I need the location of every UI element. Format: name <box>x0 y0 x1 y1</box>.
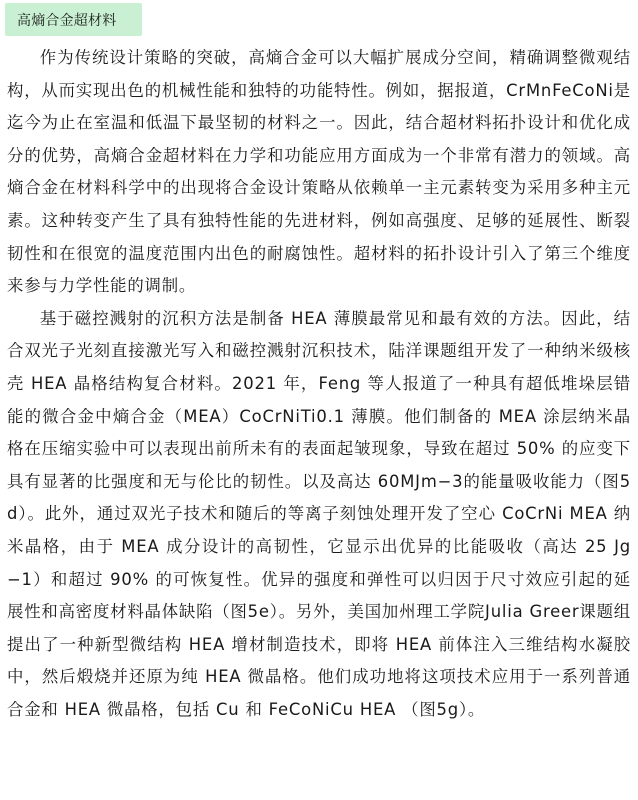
paragraph-fabrication: 基于磁控溅射的沉积方法是制备 HEA 薄膜最常见和最有效的方法。因此，结合双光子光刻直接激光写入和磁控溅射沉积技术，陆洋课题组开发了一种纳米级核壳 HEA 晶格结构复合材料。2021 年，Feng 等人报道了一种具有超低堆垛层错能的微合金中熵合金（MEA）CoCrNiTi0.1 薄膜。他们制备的 MEA 涂层纳米晶格在压缩实验中可以表现出前所未有的表面起皱现象，导致在超过 50% 的应变下具有显著的比强度和无与伦比的韧性。以及高达 60MJm−3的能量吸收能力（图5d）。此外，通过双光子技术和随后的等离子刻蚀处理开发了空心 CoCrNi MEA 纳米晶格，由于 MEA 成分设计的高韧性，它显示出优异的比能吸收（高达 25 Jg−1）和超过 90% 的可恢复性。优异的强度和弹性可以归因于尺寸效应引起的延展性和高密度材料晶体缺陷（图5e）。另外，美国加州理工学院Julia Greer课题组提出了一种新型微结构 HEA 增材制造技术，即将 HEA 前体注入三维结构水凝胶中，然后煅烧并还原为纯 HEA 微晶格。他们成功地将这项技术应用于一系列普通合金和 HEA 微晶格，包括 Cu 和 FeCoNiCu HEA （图5g）。 <box>7 308 631 719</box>
section-title: 高熵合金超材料 <box>17 12 117 29</box>
section-heading-tag <box>5 3 142 36</box>
paragraph-intro: 作为传统设计策略的突破，高熵合金可以大幅扩展成分空间，精确调整微观结构，从而实现出色的机械性能和独特的功能特性。例如，据报道，CrMnFeCoNi是迄今为止在室温和低温下最坚韧的材料之一。因此，结合超材料拓扑设计和优化成分的优势，高熵合金超材料在力学和功能应用方面成为一个非常有潜力的领域。高熵合金在材料科学中的出现将合金设计策略从依赖单一主元素转变为采用多种主元素。这种转变产生了具有独特性能的先进材料，例如高强度、足够的延展性、断裂韧性和在很宽的温度范围内出色的耐腐蚀性。超材料的拓扑设计引入了第三个维度来参与力学性能的调制。 <box>7 48 631 296</box>
article-body <box>7 42 631 726</box>
